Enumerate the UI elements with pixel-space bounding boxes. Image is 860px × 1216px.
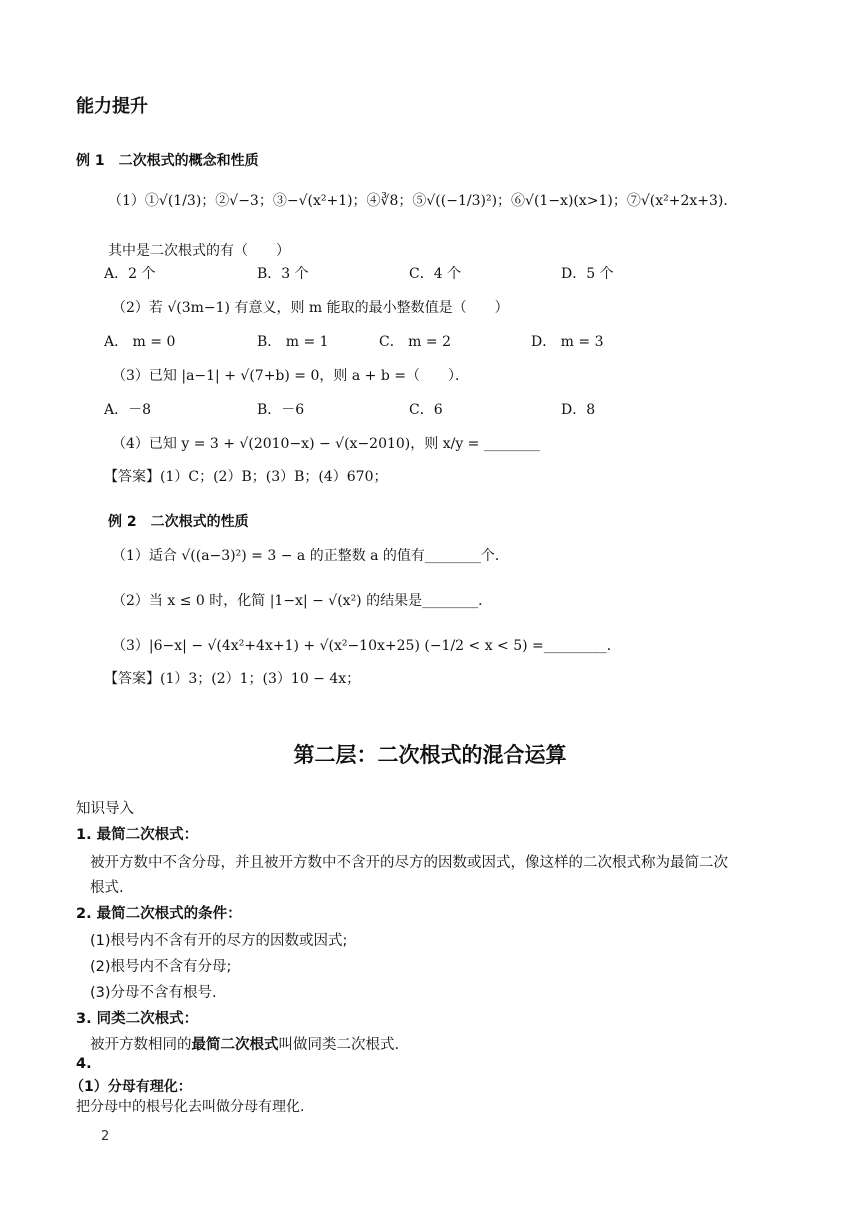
knowledge-item1-heading: 1. 最简二次根式： [76,827,199,843]
example2-answer: 【答案】(1）3；(2）1；(3）10 − 4x； [104,671,361,687]
example1-q1-option-a: A．2 个 [104,266,156,282]
knowledge-intro: 知识导入 [76,801,134,817]
knowledge-item3-heading: 3. 同类二次根式： [76,1011,199,1027]
example1-q3-line: （3）已知 |a−1| + √(7+b) = 0，则 a + b =（ ）． [112,368,469,384]
knowledge-item3-line-post: 叫做同类二次根式. [278,1037,400,1053]
knowledge-item3-line [90,1033,399,1054]
example1-q1-prompt: 其中是二次根式的有（ ） [108,243,290,259]
example1-q3-option-d: D．8 [561,402,596,418]
example1-q3-option-a: A．－8 [104,402,152,418]
knowledge-item1-line2: 根式. [90,880,124,896]
knowledge-sub-line: 把分母中的根号化去叫做分母有理化. [76,1099,305,1115]
layer2-title: 第二层：二次根式的混合运算 [293,743,567,767]
example1-q3-option-c: C．6 [409,402,443,418]
example2-q1-line: （1）适合 √((a−3)²) = 3 − a 的正整数 a 的值有________个． [112,548,509,564]
example1-q1-option-d: D．5 个 [561,266,614,282]
knowledge-item3-line-pre: 被开方数相同的 [90,1037,192,1053]
knowledge-item4-heading: 4. [76,1056,92,1072]
knowledge-item1-line1: 被开方数中不含分母，并且被开方数中不含开的尽方的因数或因式，像这样的二次根式称为最简二次 [90,855,728,871]
example1-q2-option-a: A． m = 0 [104,334,176,350]
example1-q2-option-c: C． m = 2 [379,334,451,350]
example2-title: 例 2 二次根式的性质 [108,514,249,530]
example2-q3-line: （3）|6−x| − √(4x²+4x+1) + √(x²−10x+25) (−1/2 < x < 5) =_________． [112,638,621,654]
knowledge-item2-line1: (1)根号内不含有开的尽方的因数或因式; [90,933,348,949]
knowledge-item2-line3: (3)分母不含有根号. [90,985,217,1001]
example1-q2-option-d: D． m = 3 [531,334,604,350]
knowledge-item2-line2: (2)根号内不含有分母; [90,959,232,975]
knowledge-item2-heading: 2. 最简二次根式的条件： [76,906,242,922]
example1-q3-option-b: B．－6 [257,402,305,418]
knowledge-sub-heading: （1）分母有理化： [70,1079,192,1095]
example2-q2-line: （2）当 x ≤ 0 时，化简 |1−x| − √(x²) 的结果是________． [112,593,493,609]
example1-q1-option-b: B．3 个 [257,266,309,282]
example1-title: 例 1 二次根式的概念和性质 [76,153,259,169]
example1-q2-option-b: B． m = 1 [257,334,329,350]
page-number: 2 [101,1129,110,1144]
example1-answer: 【答案】(1）C；(2）B；(3）B；(4）670； [104,469,388,485]
example1-q4-line: （4）已知 y = 3 + √(2010−x) − √(x−2010)，则 x/y = ________ [112,436,540,452]
example1-q1-line: （1）①√(1/3)；②√−3；③−√(x²+1)；④∛8；⑤√((−1/3)²)；⑥√(1−x)(x>1)；⑦√(x²+2x+3)． [108,193,738,209]
knowledge-item3-line-bold: 最简二次根式 [191,1037,279,1053]
example1-q2-line: （2）若 √(3m−1) 有意义，则 m 能取的最小整数值是（ ） [112,300,509,316]
example1-q1-option-c: C．4 个 [409,266,462,282]
section-title: 能力提升 [76,96,148,117]
